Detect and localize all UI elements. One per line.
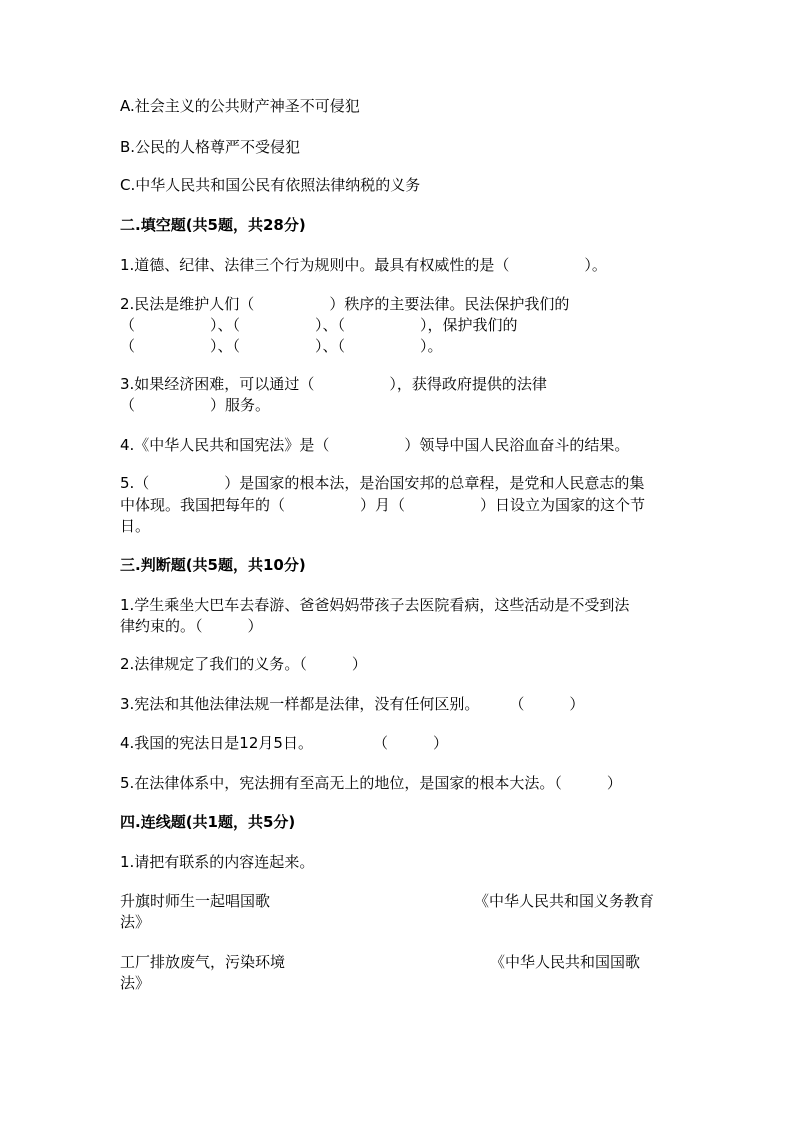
- fill-question-5-line-2: 中体现。我国把每年的（ ）月（ ）日设立为国家的这个节: [120, 496, 646, 514]
- option-c: C.中华人民共和国公民有依照法律纳税的义务: [120, 176, 421, 194]
- matching-left-item-1: 升旗时师生一起唱国歌: [120, 892, 271, 910]
- judge-question-2: 2.法律规定了我们的义务。（ ）: [120, 655, 367, 673]
- judge-question-1-line-1: 1.学生乘坐大巴车去春游、爸爸妈妈带孩子去医院看病，这些活动是不受到法: [120, 596, 630, 614]
- fill-question-2-line-1: 2.民法是维护人们（ ）秩序的主要法律。民法保护我们的: [120, 295, 570, 313]
- section-heading-true-false: 三.判断题(共5题，共10分): [120, 556, 306, 574]
- option-b: B.公民的人格尊严不受侵犯: [120, 138, 301, 156]
- judge-question-1-line-2: 律约束的。（ ）: [120, 617, 263, 635]
- section-heading-fill-blank: 二.填空题(共5题，共28分): [120, 216, 306, 234]
- fill-question-4: 4.《中华人民共和国宪法》是（ ）领导中国人民浴血奋斗的结果。: [120, 436, 630, 454]
- fill-question-5-line-3: 日。: [120, 517, 151, 535]
- matching-right-item-2-line-1: 《中华人民共和国国歌: [490, 953, 641, 971]
- matching-right-item-1-line-2: 法》: [120, 913, 151, 931]
- option-a: A.社会主义的公共财产神圣不可侵犯: [120, 97, 360, 115]
- matching-left-item-2: 工厂排放废气，污染环境: [120, 953, 286, 971]
- fill-question-3-line-1: 3.如果经济困难，可以通过（ ），获得政府提供的法律: [120, 375, 547, 393]
- judge-question-3: 3.宪法和其他法律法规一样都是法律，没有任何区别。 （ ）: [120, 695, 585, 713]
- fill-question-2-line-2: （ ）、（ ）、（ ），保护我们的: [120, 316, 518, 334]
- fill-question-1: 1.道德、纪律、法律三个行为规则中。最具有权威性的是（ ）。: [120, 256, 607, 274]
- judge-question-5: 5.在法律体系中，宪法拥有至高无上的地位，是国家的根本大法。（ ）: [120, 774, 622, 792]
- fill-question-3-line-2: （ ）服务。: [120, 396, 271, 414]
- fill-question-5-line-1: 5.（ ）是国家的根本法，是治国安邦的总章程，是党和人民意志的集: [120, 474, 645, 492]
- fill-question-2-line-3: （ ）、（ ）、（ ）。: [120, 337, 443, 355]
- section-heading-matching: 四.连线题(共1题，共5分): [120, 813, 296, 831]
- matching-right-item-1-line-1: 《中华人民共和国义务教育: [474, 892, 655, 910]
- matching-question-1: 1.请把有联系的内容连起来。: [120, 853, 315, 871]
- matching-right-item-2-line-2: 法》: [120, 974, 151, 992]
- judge-question-4: 4.我国的宪法日是12月5日。 （ ）: [120, 734, 448, 752]
